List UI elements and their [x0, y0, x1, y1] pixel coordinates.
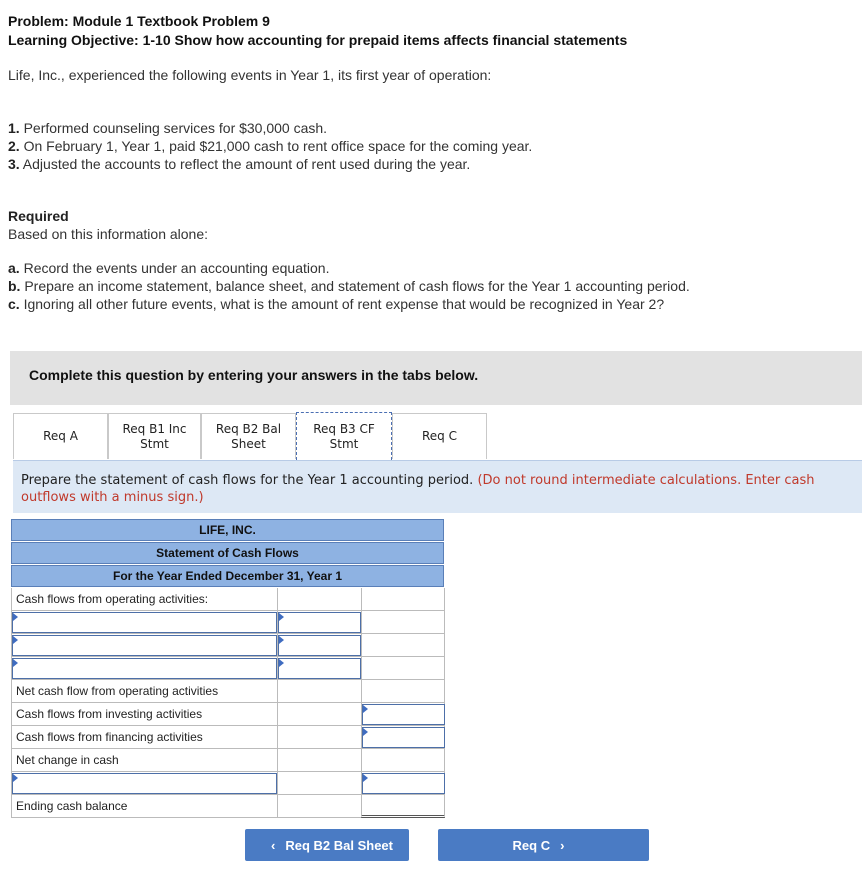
requirement-b: b. Prepare an income statement, balance sheet, and statement of cash flows for the Year 1 accounting period.	[8, 278, 690, 294]
tab-req-b3-cf-stmt[interactable]: Req B3 CF Stmt	[296, 412, 392, 460]
chevron-left-icon: ‹	[271, 837, 276, 853]
learning-objective: Learning Objective: 1-10 Show how accounting for prepaid items affects financial statements	[8, 32, 628, 48]
net-operating-label: Net cash flow from operating activities	[11, 680, 277, 703]
tab-req-a[interactable]: Req A	[13, 413, 108, 459]
instructions-banner	[10, 351, 862, 405]
financing-amount-input[interactable]	[362, 727, 445, 748]
required-heading: Required	[8, 208, 69, 224]
instruction-panel	[13, 460, 862, 513]
chevron-right-icon: ›	[560, 837, 565, 853]
next-button-label: Req C	[512, 837, 551, 853]
operating-label: Cash flows from operating activities:	[11, 588, 277, 611]
operating-amount-3-input[interactable]	[278, 658, 361, 679]
requirement-a: a. Record the events under an accounting equation.	[8, 260, 330, 276]
operating-amount-1-input[interactable]	[278, 612, 361, 633]
beginning-balance-label-input[interactable]	[12, 773, 277, 794]
table-row	[11, 795, 445, 818]
next-button[interactable]	[438, 829, 649, 861]
operating-item-3-input[interactable]	[12, 658, 277, 679]
operating-amount-2-input[interactable]	[278, 635, 361, 656]
table-row	[11, 772, 445, 795]
statement-company: LIFE, INC.	[11, 519, 444, 541]
tab-req-c[interactable]: Req C	[392, 413, 487, 459]
table-row	[11, 634, 445, 657]
operating-item-1-input[interactable]	[12, 612, 277, 633]
table-row	[11, 749, 445, 772]
prev-button[interactable]	[245, 829, 409, 861]
financing-label: Cash flows from financing activities	[11, 726, 277, 749]
table-row	[11, 588, 445, 611]
problem-title: Problem: Module 1 Textbook Problem 9	[8, 13, 270, 29]
instruction-note: (Do not round intermediate calculations. Enter cash outflows with a minus sign.)	[21, 473, 815, 505]
problem-header	[8, 12, 627, 50]
operating-item-2-input[interactable]	[12, 635, 277, 656]
banner-text: Complete this question by entering your answers in the tabs below.	[29, 367, 479, 383]
required-subtext: Based on this information alone:	[8, 226, 209, 242]
tab-req-b1-inc-stmt[interactable]: Req B1 Inc Stmt	[108, 413, 201, 459]
table-row	[11, 611, 445, 634]
net-change-label: Net change in cash	[11, 749, 277, 772]
instruction-text: Prepare the statement of cash flows for the Year 1 accounting period. (Do not round intermediate calculations. Enter cash outflows with a minus sign.)	[21, 473, 815, 505]
event-1: 1. Performed counseling services for $30,000 cash.	[8, 120, 328, 136]
intro-text: Life, Inc., experienced the following events in Year 1, its first year of operation:	[8, 67, 492, 83]
tab-req-b2-bal-sheet[interactable]: Req B2 Bal Sheet	[201, 413, 296, 459]
table-row	[11, 680, 445, 703]
ending-label: Ending cash balance	[11, 795, 277, 818]
event-2: 2. On February 1, Year 1, paid $21,000 cash to rent office space for the coming year.	[8, 138, 533, 154]
statement-period: For the Year Ended December 31, Year 1	[11, 565, 444, 587]
prev-button-label: Req B2 Bal Sheet	[285, 837, 393, 853]
table-row	[11, 703, 445, 726]
requirement-c: c. Ignoring all other future events, what is the amount of rent expense that would be recognized in Year 2?	[8, 296, 665, 312]
table-row	[11, 657, 445, 680]
beginning-balance-amount-input[interactable]	[362, 773, 445, 794]
investing-label: Cash flows from investing activities	[11, 703, 277, 726]
statement-title: Statement of Cash Flows	[11, 542, 444, 564]
event-3: 3. Adjusted the accounts to reflect the amount of rent used during the year.	[8, 156, 471, 172]
investing-amount-input[interactable]	[362, 704, 445, 725]
table-row	[11, 726, 445, 749]
